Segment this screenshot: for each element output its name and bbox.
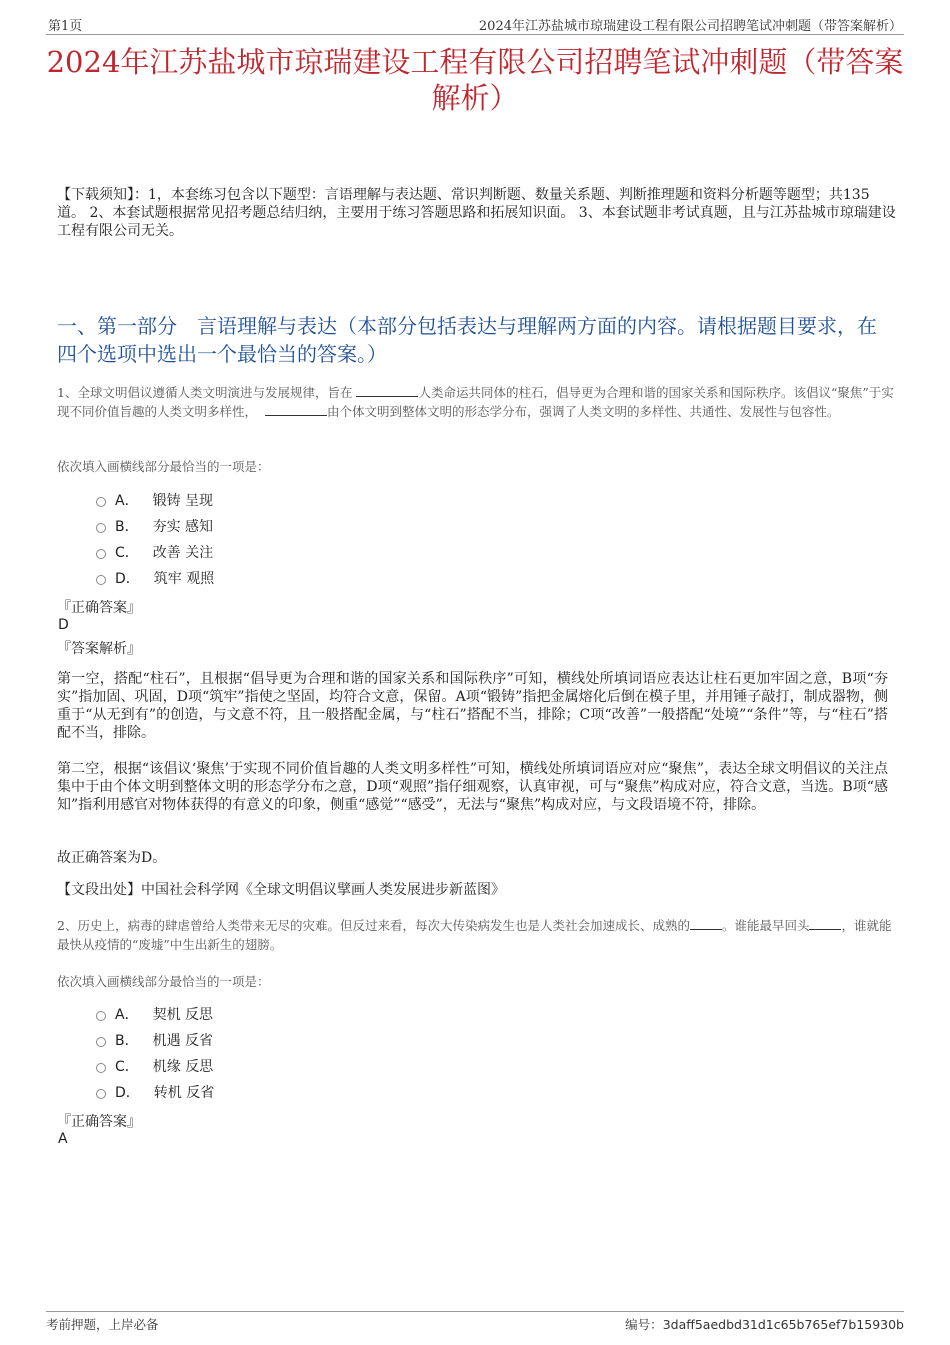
question-1-prompt: 依次填入画横线部分最恰当的一项是： xyxy=(57,459,270,474)
page-number: 第1页 xyxy=(48,19,83,34)
radio-button[interactable] xyxy=(96,1063,106,1073)
option-a[interactable]: A． 锻铸 呈现 xyxy=(96,487,214,513)
fill-blank xyxy=(809,917,841,930)
text-source: 【文段出处】中国社会科学网《全球文明倡议擘画人类发展进步新蓝图》 xyxy=(57,882,505,898)
page-header xyxy=(46,14,904,35)
fill-blank xyxy=(690,917,722,930)
section-title: 一、第一部分 言语理解与表达（本部分包括表达与理解两方面的内容。请根据题目要求，在四个选项中选出一个最恰当的答案。） xyxy=(57,314,877,366)
option-d[interactable]: D． 筑牢 观照 xyxy=(96,565,214,591)
radio-button[interactable] xyxy=(96,1011,106,1021)
option-c[interactable]: C． 机缘 反思 xyxy=(96,1053,214,1079)
analysis-paragraph-1: 第一空，搭配“柱石”，且根据“倡导更为合理和谐的国家关系和国际秩序”可知，横线处所填词语应表达让柱石更加牢固之意，B项“夯实”指加固、巩固，D项“筑牢”指使之坚固，均符合文意，保留。A项“锻铸”指把金属熔化后倒在模子里，并用锤子敲打，制成器物，侧重于“从无到有”的创造，与文意不符，且一般搭配金属，与“柱石”搭配不当，排除；C项“改善”一般搭配“处境”“条件”等，与“柱石”搭配不当，排除。 xyxy=(57,671,888,741)
analysis-conclusion: 故正确答案为D。 xyxy=(57,850,167,866)
option-d[interactable]: D． 转机 反省 xyxy=(96,1079,214,1105)
document-code: 编号：3daff5aedbd31d1c65b765ef7b15930b xyxy=(625,1317,904,1332)
question-2-options xyxy=(96,1001,214,1105)
question-2-prompt: 依次填入画横线部分最恰当的一项是： xyxy=(57,974,270,989)
option-a[interactable]: A． 契机 反思 xyxy=(96,1001,214,1027)
option-c[interactable]: C． 改善 关注 xyxy=(96,539,214,565)
radio-button[interactable] xyxy=(96,497,106,507)
correct-answer: D xyxy=(58,617,69,633)
analysis-paragraph-2: 第二空，根据“该倡议‘聚焦’于实现不同价值旨趣的人类文明多样性”可知，横线处所填词语应对应“聚焦”，表达全球文明倡议的关注点集中于由个体文明到整体文明的形态学分布之意，D项“观照”指仔细观察，认真审视，可与“聚焦”构成对应，符合文意，当选。B项“感知”指利用感官对物体获得的有意义的印象，侧重“感觉”“感受”，无法与“聚焦”构成对应，与文段语境不符，排除。 xyxy=(57,761,888,813)
answer-label: 『正确答案』 xyxy=(57,1114,141,1130)
fill-blank xyxy=(265,403,327,416)
radio-button[interactable] xyxy=(96,549,106,559)
question-1-stem: 1、全球文明倡议遵循人类文明演进与发展规律，旨在 人类命运共同体的柱石，倡导更为合理和谐的国家关系和国际秩序。该倡议“聚焦”于实现不同价值旨趣的人类文明多样性， 由个体文明到整体文明的形态学分布，强调了人类文明的多样性、共通性、发展性与包容性。 xyxy=(57,385,894,419)
option-b[interactable]: B． 夯实 感知 xyxy=(96,513,214,539)
option-b[interactable]: B． 机遇 反省 xyxy=(96,1027,214,1053)
fill-blank xyxy=(356,384,418,397)
question-1-options xyxy=(96,487,214,591)
answer-label: 『正确答案』 xyxy=(57,600,141,616)
radio-button[interactable] xyxy=(96,1037,106,1047)
radio-button[interactable] xyxy=(96,575,106,585)
correct-answer: A xyxy=(58,1131,68,1147)
question-2-stem: 2、历史上，病毒的肆虐曾给人类带来无尽的灾难。但反过来看，每次大传染病发生也是人类社会加速成长、成熟的 。谁能最早回头 ，谁就能最快从疫情的“废墟”中生出新生的翅膀。 xyxy=(57,918,892,952)
radio-button[interactable] xyxy=(96,523,106,533)
page-footer xyxy=(46,1311,904,1332)
document-title: 2024年江苏盐城市琼瑞建设工程有限公司招聘笔试冲刺题（带答案解析） xyxy=(46,45,904,115)
footer-slogan: 考前押题，上岸必备 xyxy=(46,1317,159,1332)
header-doc-title: 2024年江苏盐城市琼瑞建设工程有限公司招聘笔试冲刺题（带答案解析） xyxy=(478,19,902,34)
radio-button[interactable] xyxy=(96,1089,106,1099)
analysis-label: 『答案解析』 xyxy=(57,641,141,657)
download-notice: 【下载须知】：1，本套练习包含以下题型：言语理解与表达题、常识判断题、数量关系题、判断推理题和资料分析题等题型；共135道。 2、本套试题根据常见招考题总结归纳，主要用于练习答题思路和拓展知识面。 3、本套试题非考试真题，且与江苏盐城市琼瑞建设工程有限公司无关。 xyxy=(57,187,896,239)
